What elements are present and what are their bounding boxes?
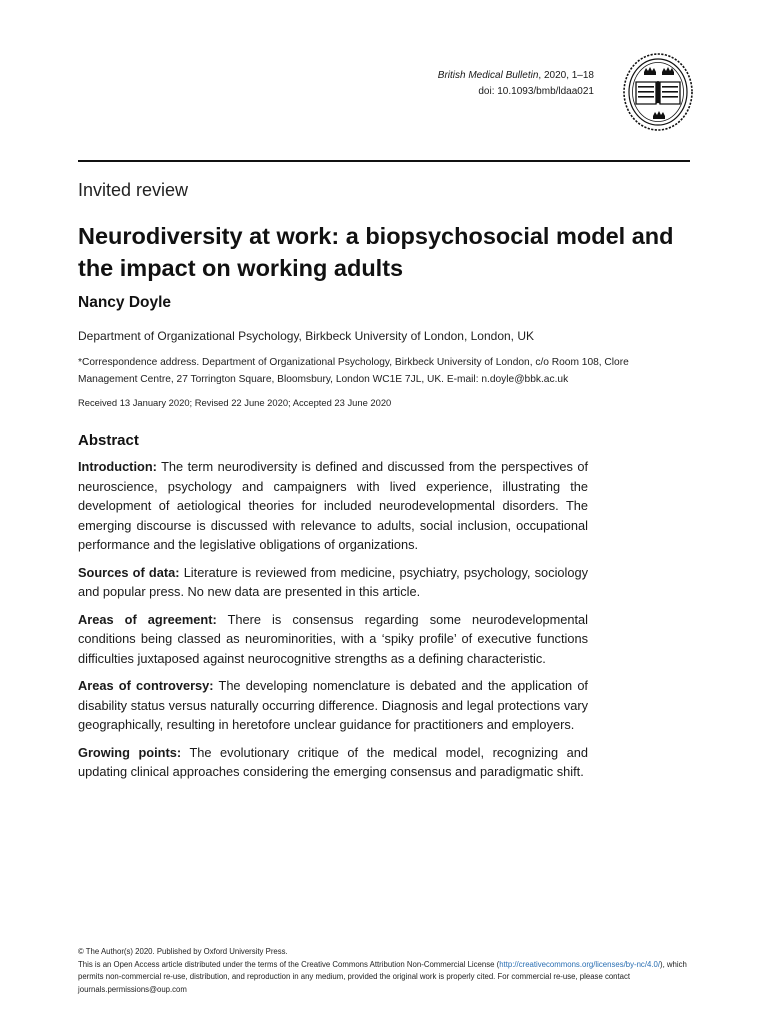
abstract-areas-of-controversy [78, 676, 588, 735]
article-title: Neurodiversity at work: a biopsychosocial model and the impact on working adults [78, 223, 674, 281]
abstract-section-text: The developing nomenclature is debated and the application of disability status versus naturally occurring difference. Diagnosis and legal protections vary geographically, resulting in heretofore unclear guidance for practitioners and employers. [78, 678, 588, 732]
abstract-sources-of-data [78, 563, 588, 602]
correspondence-address: *Correspondence address. Department of Organizational Psychology, Birkbeck University of London, c/o Room 108, Clore Management Centre, 27 Torrington Square, Bloomsbury, London WC1E 7JL, UK. E-mail: n.doyle@bbk.ac.uk [78, 357, 629, 385]
received-dates: Received 13 January 2020; Revised 22 June 2020; Accepted 23 June 2020 [78, 397, 392, 408]
copyright-notice: © The Author(s) 2020. Published by Oxford University Press. [78, 947, 288, 956]
abstract-section-text: The term neurodiversity is defined and discussed from the perspectives of neuroscience, psychology and campaigners with lived experience, illustrating the development of aetiological theories for included neurodevelopmental disorders. The emerging discourse is discussed with relevance to adults, social inclusion, occupational performance and the legislative obligations of organizations. [78, 459, 588, 552]
abstract-introduction [78, 457, 588, 555]
abstract-section-text: There is consensus regarding some neurodevelopmental conditions being classed as neurominorities, with a ‘spiky profile’ of executive functions difficulties juxtaposed against neurocognitive strengths as a defining characteristic. [78, 611, 589, 666]
doi: doi: 10.1093/bmb/ldaa021 [478, 86, 594, 97]
license-text-start: This is an Open Access article distributed under the terms of the Creative Commons Attribution Non-Commercial License ( [78, 959, 500, 969]
header-rule [78, 160, 690, 162]
author-name: Nancy Doyle [78, 294, 172, 311]
abstract-section-label: Growing points: [78, 744, 182, 760]
license-link[interactable]: http://creativecommons.org/licenses/by-nc/4.0/ [499, 959, 660, 969]
license-footer [78, 946, 690, 996]
abstract-growing-points [78, 743, 588, 782]
abstract-section-label: Areas of agreement: [78, 611, 217, 627]
journal-citation [438, 68, 594, 84]
abstract-areas-of-agreement [78, 610, 588, 669]
journal-year-pages: , 2020, 1–18 [538, 70, 594, 81]
abstract-body [78, 457, 588, 790]
article-type: Invited review [78, 180, 189, 200]
journal-name: British Medical Bulletin [437, 70, 539, 81]
license-notice [78, 959, 690, 997]
journal-reference [438, 68, 594, 100]
abstract-section-text: Literature is reviewed from medicine, psychiatry, psychology, sociology and popular press. No new data are presented in this article. [78, 564, 588, 599]
abstract-section-label: Areas of controversy: [78, 678, 214, 693]
oxford-university-press-seal-icon [622, 52, 694, 132]
abstract-section-text: The evolutionary critique of the medical model, recognizing and updating clinical approaches considering the emerging consensus and paradigmatic shift. [78, 744, 588, 779]
license-text-end: ), which permits non-commercial re-use, distribution, and reproduction in any medium, provided the original work is properly cited. For commercial re-use, please contact journals.permissions@oup.com [78, 959, 687, 994]
abstract-section-label: Introduction: [78, 459, 157, 474]
abstract-section-label: Sources of data: [78, 564, 180, 580]
author-affiliation: Department of Organizational Psychology, Birkbeck University of London, London, UK [78, 329, 535, 343]
abstract-heading: Abstract [78, 432, 139, 449]
